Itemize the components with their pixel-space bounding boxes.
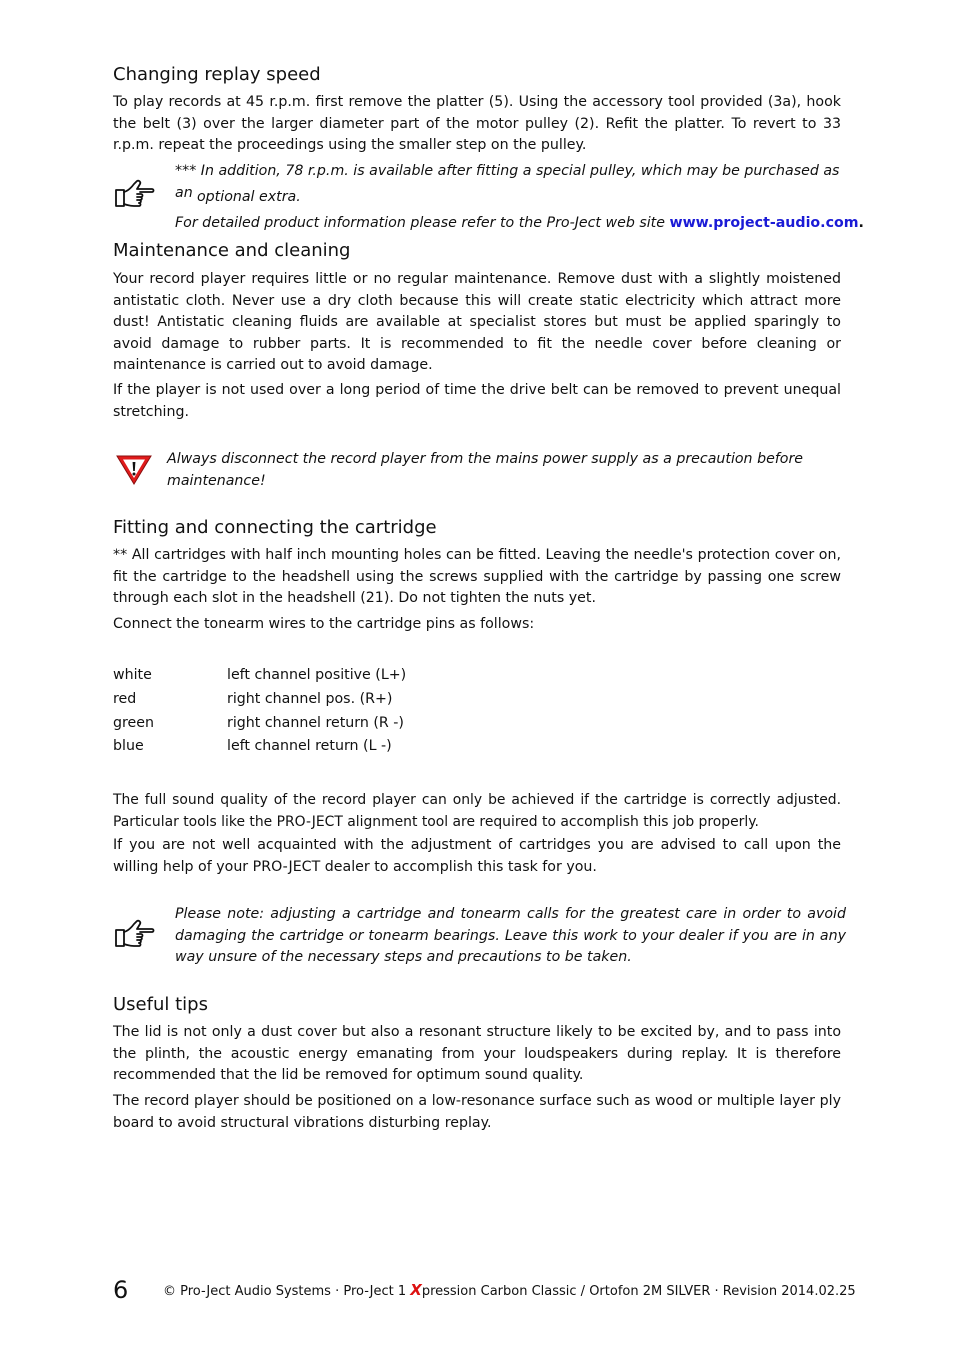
wire-color: green <box>113 715 154 731</box>
cartridge-note: Please note: adjusting a cartridge and tonearm calls for the greatest care in order to avoid damaging the cartridge or tonearm bearings. Leave this work to your dealer if you are in any way unsure of the necessary steps and precautions to be taken. <box>175 906 846 965</box>
tips-paragraph-1: The lid is not only a dust cover but also a resonant structure likely to be excited by, and to pass into the plinth, the acoustic energy emanating from your loudspeakers during replay. It is therefore recommended that the lid be removed for optimum sound quality. <box>113 1024 841 1083</box>
link-end: . <box>858 215 864 231</box>
wire-desc: right channel pos. (R+) <box>227 691 393 707</box>
wire-desc: left channel return (L -) <box>227 738 392 754</box>
note-78rpm-cont: optional extra. <box>197 189 301 205</box>
footer <box>163 1281 856 1299</box>
wire-color: blue <box>113 738 144 754</box>
warning-text: Always disconnect the record player from the mains power supply as a precaution before maintenance! <box>167 451 804 489</box>
footer-text-before: © Pro-Ject Audio Systems · Pro-Ject 1 <box>163 1284 411 1299</box>
wire-color: red <box>113 691 137 707</box>
cartridge-paragraph-1: ** All cartridges with half inch mounting holes can be fitted. Leaving the needle's protection cover on, fit the cartridge to the headshell using the screws supplied with the cartridge by passing one screw through each slot in the headshell (21). Do not tighten the nuts yet. <box>113 547 841 606</box>
heading-useful-tips: Useful tips <box>113 994 208 1015</box>
wire-color: white <box>113 667 152 683</box>
cartridge-paragraph-4: If you are not well acquainted with the adjustment of cartridges you are advised to call upon the willing help of your PRO-JECT dealer to accomplish this task for you. <box>113 837 841 875</box>
maintenance-paragraph-2: If the player is not used over a long period of time the drive belt can be removed to prevent unequal stretching. <box>113 382 841 420</box>
product-info-text: For detailed product information please refer to the Pro-Ject web site <box>175 215 670 231</box>
project-audio-link[interactable]: www.project-audio.com <box>669 215 859 231</box>
product-info-note <box>175 213 864 235</box>
note-prefix: *** <box>175 163 197 179</box>
note-78rpm: In addition, 78 r.p.m. is available after fitting a special pulley, which may be purchased as an <box>175 163 840 201</box>
speed-paragraph: To play records at 45 r.p.m. first remove the platter (5). Using the accessory tool provided (3a), hook the belt (3) over the larger diameter part of the motor pulley (2). Refit the platter. To revert to 33 r.p.m. repeat the proceedings using the smaller step on the pulley. <box>113 94 841 153</box>
wire-desc: right channel return (R -) <box>227 715 404 731</box>
pointing-hand-icon <box>113 178 157 216</box>
footer-x-letter: X <box>410 1281 422 1299</box>
wire-desc: left channel positive (L+) <box>227 667 407 683</box>
heading-maintenance: Maintenance and cleaning <box>113 240 351 261</box>
tips-paragraph-2: The record player should be positioned on a low-resonance surface such as wood or multiple layer ply board to avoid structural vibrations disturbing replay. <box>113 1093 841 1131</box>
heading-fitting-cartridge: Fitting and connecting the cartridge <box>113 517 437 538</box>
footer-text-after: pression Carbon Classic / Ortofon 2M SILVER · Revision 2014.02.25 <box>421 1284 856 1299</box>
page-number: 6 <box>113 1276 129 1304</box>
pointing-hand-icon <box>113 918 157 956</box>
heading-changing-replay-speed: Changing replay speed <box>113 64 321 85</box>
warning-triangle-icon <box>115 454 153 490</box>
maintenance-paragraph-1: Your record player requires little or no regular maintenance. Remove dust with a slightly moistened antistatic cloth. Never use a dry cloth because this will create static electricity which attract more dust! Antistatic cleaning fluids are available at specialist stores but must be applied sparingly to avoid damage to rubber parts. It is recommended to fit the needle cover before cleaning or maintenance is carried out to avoid damage. <box>113 271 841 373</box>
cartridge-paragraph-2: Connect the tonearm wires to the cartridge pins as follows: <box>113 616 535 632</box>
cartridge-paragraph-3: The full sound quality of the record player can only be achieved if the cartridge is correctly adjusted. Particular tools like the PRO-JECT alignment tool are required to accomplish this job properly. <box>113 792 841 830</box>
